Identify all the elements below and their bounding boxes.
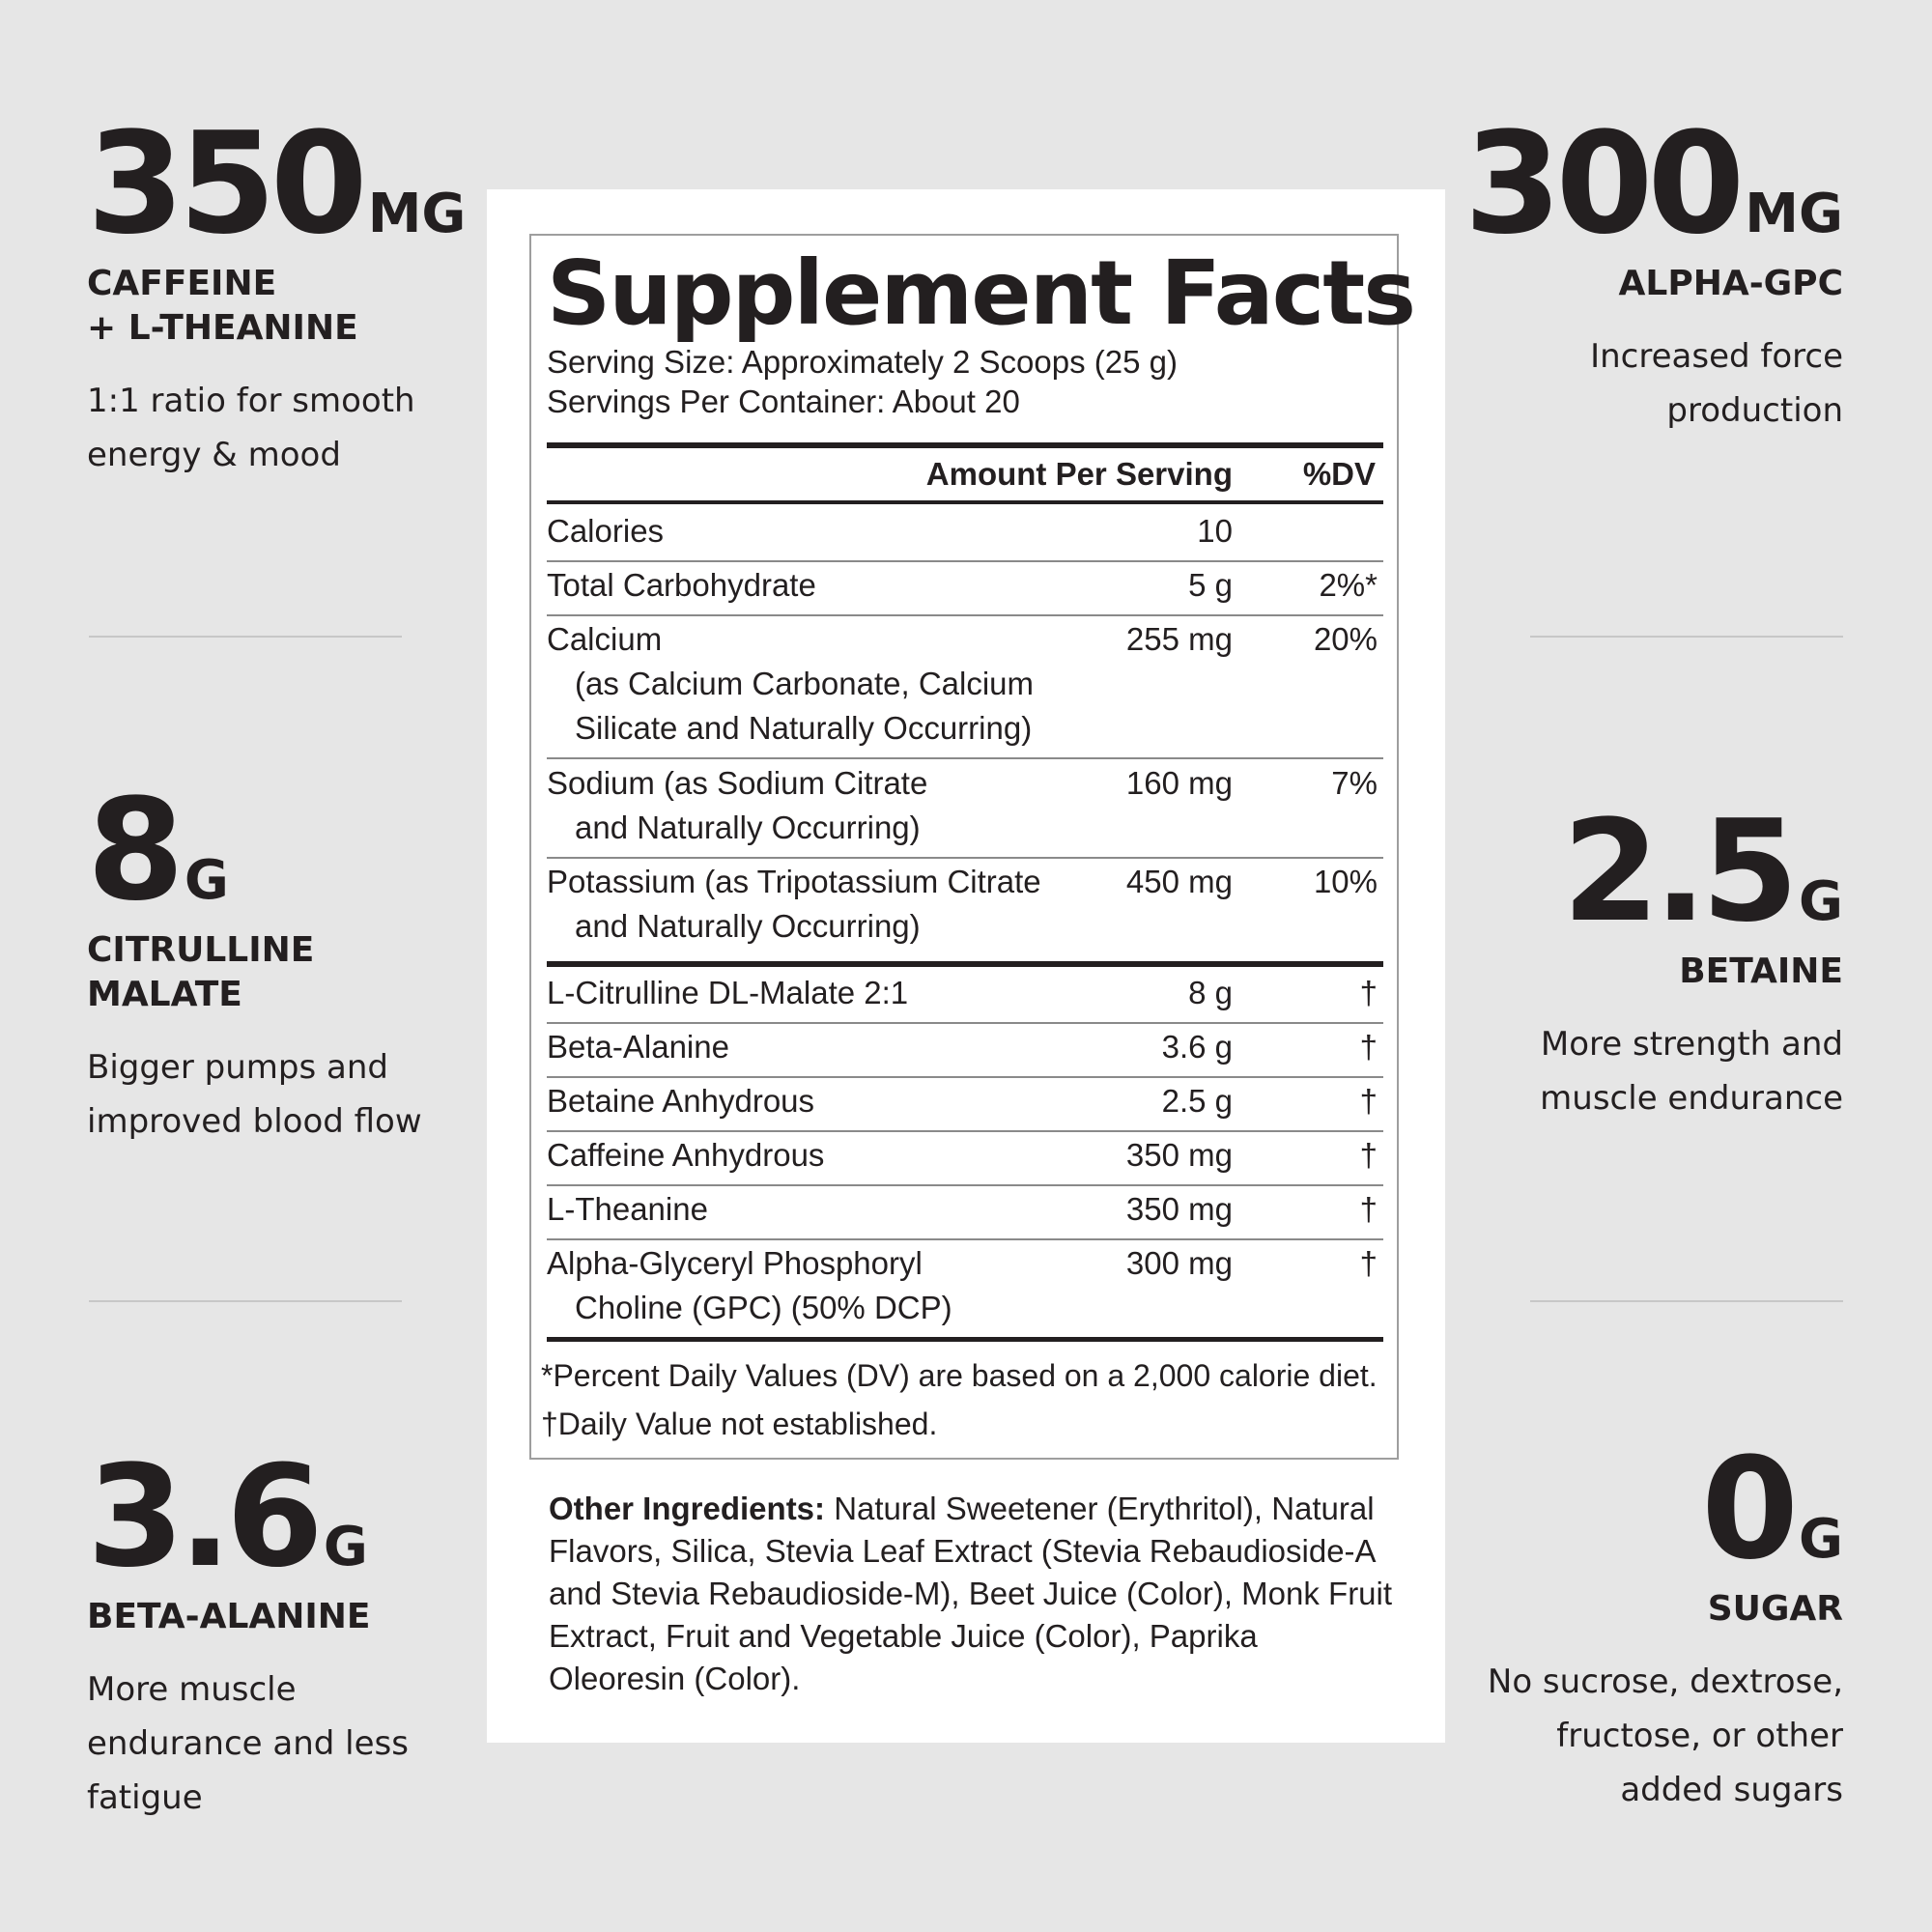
row-divider xyxy=(547,1238,1383,1240)
row-dv: † xyxy=(1359,975,1378,1010)
footnote-dagger: †Daily Value not established. xyxy=(541,1406,938,1441)
serving-size: Serving Size: Approximately 2 Scoops (25 g) xyxy=(547,344,1178,380)
row-amount: 255 mg xyxy=(1125,621,1233,657)
row-divider xyxy=(547,1184,1383,1186)
row-name: Calories xyxy=(547,513,665,549)
header-dv: %DV xyxy=(1302,456,1376,492)
callout-description: More strength and muscle endurance xyxy=(1540,1025,1843,1118)
thick-rule xyxy=(547,961,1383,967)
callout-description: Bigger pumps and improved blood flow xyxy=(87,1048,422,1141)
rule xyxy=(547,500,1383,504)
row-name: Betaine Anhydrous xyxy=(547,1083,815,1119)
callout-citrulline xyxy=(87,769,512,1149)
row-amount: 2.5 g xyxy=(1161,1083,1233,1119)
row-amount: 8 g xyxy=(1188,975,1233,1010)
callout-name: SUGAR xyxy=(1707,1589,1843,1629)
row-divider xyxy=(547,757,1383,759)
row-dv: † xyxy=(1359,1191,1378,1227)
thick-rule xyxy=(547,442,1383,448)
callout-description: Increased force production xyxy=(1590,337,1843,430)
divider xyxy=(1530,636,1843,638)
row-amount: 350 mg xyxy=(1125,1191,1233,1227)
row-subtext: (as Calcium Carbonate, Calcium xyxy=(575,666,1035,701)
callout-name: ALPHA-GPC xyxy=(1618,264,1843,303)
supplement-facts-box xyxy=(529,234,1414,1460)
row-name: Beta-Alanine xyxy=(547,1029,729,1065)
callout-description: No sucrose, dextrose, fructose, or other added sugars xyxy=(1487,1662,1843,1809)
servings-per-container: Servings Per Container: About 20 xyxy=(547,384,1020,419)
row-divider xyxy=(547,1130,1383,1132)
other-ingredients xyxy=(549,1488,1399,1700)
row-divider xyxy=(547,857,1383,859)
row-divider xyxy=(547,1022,1383,1024)
row-subtext: Choline (GPC) (50% DCP) xyxy=(575,1290,952,1325)
footnote-dv: *Percent Daily Values (DV) are based on a 2,000 calorie diet. xyxy=(541,1358,1378,1393)
row-subtext: and Naturally Occurring) xyxy=(575,810,921,845)
row-dv: † xyxy=(1359,1137,1378,1173)
callout-amount: 3.6 G xyxy=(87,1435,368,1599)
label-panel xyxy=(487,189,1445,1743)
callout-betaine xyxy=(1418,790,1843,1125)
callout-amount: 350 MG xyxy=(87,102,467,266)
callout-caffeine xyxy=(87,102,512,482)
row-divider xyxy=(547,614,1383,616)
facts-title: Supplement Facts xyxy=(547,242,1414,345)
row-amount: 300 mg xyxy=(1125,1245,1233,1281)
callout-name: CITRULLINE MALATE xyxy=(87,930,315,1014)
row-name: Alpha-Glyceryl Phosphoryl xyxy=(547,1245,923,1281)
row-amount: 5 g xyxy=(1188,567,1233,603)
row-subtext: and Naturally Occurring) xyxy=(575,908,921,944)
callout-amount: 8 G xyxy=(87,769,229,932)
thick-rule xyxy=(547,1337,1383,1342)
callout-beta-alanine xyxy=(87,1435,512,1825)
row-dv: 7% xyxy=(1331,765,1378,801)
row-dv: 2%* xyxy=(1319,567,1378,603)
row-amount: 3.6 g xyxy=(1161,1029,1233,1065)
row-amount: 350 mg xyxy=(1125,1137,1233,1173)
divider xyxy=(89,1300,402,1302)
other-ingredients-label: Other Ingredients: xyxy=(549,1491,826,1526)
header-amount: Amount Per Serving xyxy=(925,456,1233,492)
row-dv: 20% xyxy=(1313,621,1378,657)
divider xyxy=(1530,1300,1843,1302)
callout-name: CAFFEINE + L-THEANINE xyxy=(87,264,358,348)
row-name: L-Theanine xyxy=(547,1191,708,1227)
row-amount: 450 mg xyxy=(1125,864,1233,899)
row-dv: † xyxy=(1359,1083,1378,1119)
row-subtext: Silicate and Naturally Occurring) xyxy=(575,710,1033,746)
callout-sugar xyxy=(1418,1428,1843,1817)
callout-name: BETAINE xyxy=(1679,952,1843,991)
row-dv: 10% xyxy=(1313,864,1378,899)
divider xyxy=(89,636,402,638)
row-dv: † xyxy=(1359,1245,1378,1281)
row-name: Total Carbohydrate xyxy=(547,567,816,603)
callout-amount: 300 MG xyxy=(1463,102,1843,266)
row-amount: 160 mg xyxy=(1125,765,1233,801)
callout-amount: 0 G xyxy=(1701,1428,1843,1591)
callout-amount: 2.5 G xyxy=(1562,790,1843,953)
other-ingredients-text: Natural Sweetener (Erythritol), Natural Flavors, Silica, Stevia Leaf Extract (Stevia Rebaudioside-A and Stevia Rebaudioside-M), Beet Juice (Color), Monk Fruit Extract, Fruit and Vegetable Juice (Color), Paprika Oleoresin (Color). xyxy=(549,1491,1393,1696)
row-name: Caffeine Anhydrous xyxy=(547,1137,825,1173)
callout-description: More muscle endurance and less fatigue xyxy=(87,1670,409,1817)
row-dv: † xyxy=(1359,1029,1378,1065)
row-name: Calcium xyxy=(547,621,663,657)
row-name: Potassium (as Tripotassium Citrate xyxy=(547,864,1041,899)
callout-name: BETA-ALANINE xyxy=(87,1597,371,1636)
row-name: L-Citrulline DL-Malate 2:1 xyxy=(547,975,909,1010)
row-amount: 10 xyxy=(1197,513,1233,549)
callout-description: 1:1 ratio for smooth energy & mood xyxy=(87,382,415,474)
callout-alpha-gpc xyxy=(1418,102,1843,438)
row-divider xyxy=(547,560,1383,562)
row-name: Sodium (as Sodium Citrate xyxy=(547,765,928,801)
row-divider xyxy=(547,1076,1383,1078)
